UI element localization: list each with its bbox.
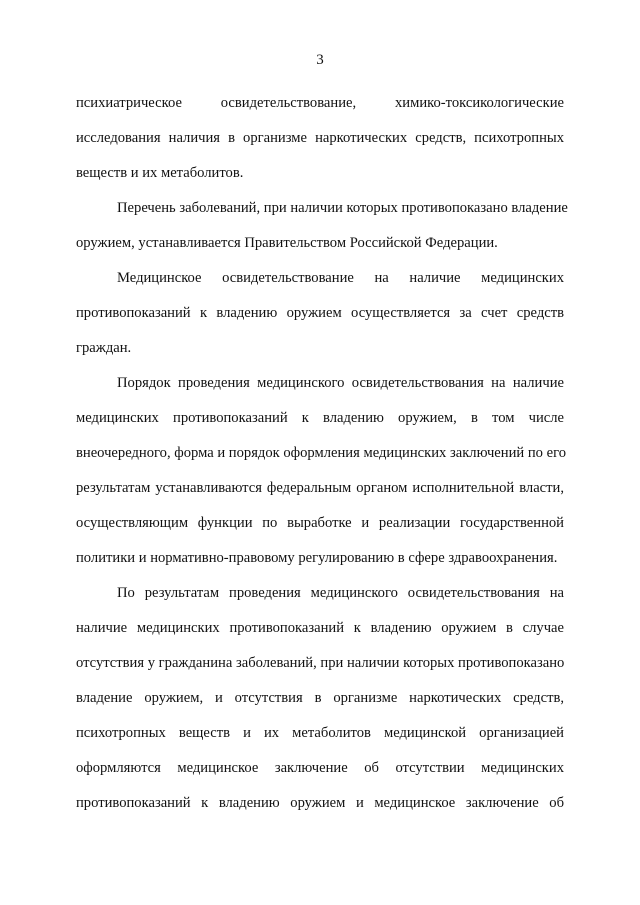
text-line: медицинских противопоказаний к владению оружием, в том числе [76, 410, 564, 426]
text-line: результатам устанавливаются федеральным органом исполнительной власти, [76, 480, 564, 496]
text-line: По результатам проведения медицинского освидетельствования на [117, 585, 564, 601]
text-line: исследования наличия в организме наркотических средств, психотропных [76, 130, 564, 146]
text-line: граждан. [76, 340, 132, 356]
text-line: внеочередного, форма и порядок оформления медицинских заключений по его [76, 445, 566, 461]
text-line: оружием, устанавливается Правительством Российской Федерации. [76, 235, 498, 251]
text-line: владение оружием, и отсутствия в организме наркотических средств, [76, 690, 564, 706]
text-line: отсутствия у гражданина заболеваний, при наличии которых противопоказано [76, 655, 565, 671]
text-line: противопоказаний к владению оружием и медицинское заключение об [76, 795, 564, 811]
text-line: противопоказаний к владению оружием осуществляется за счет средств [76, 305, 564, 321]
text-line: осуществляющим функции по выработке и реализации государственной [76, 515, 564, 531]
text-line: наличие медицинских противопоказаний к владению оружием в случае [76, 620, 564, 636]
page-number: 3 [316, 52, 324, 68]
text-line: веществ и их метаболитов. [76, 165, 244, 181]
text-line: психотропных веществ и их метаболитов медицинской организацией [76, 725, 564, 741]
text-line: политики и нормативно-правовому регулированию в сфере здравоохранения. [76, 550, 558, 566]
text-line: Медицинское освидетельствование на наличие медицинских [117, 270, 564, 286]
text-line: оформляются медицинское заключение об отсутствии медицинских [76, 760, 564, 776]
text-line: Перечень заболеваний, при наличии которых противопоказано владение [117, 200, 568, 216]
text-line: психиатрическое освидетельствование, химико-токсикологические [76, 95, 564, 111]
text-line: Порядок проведения медицинского освидетельствования на наличие [117, 375, 564, 391]
